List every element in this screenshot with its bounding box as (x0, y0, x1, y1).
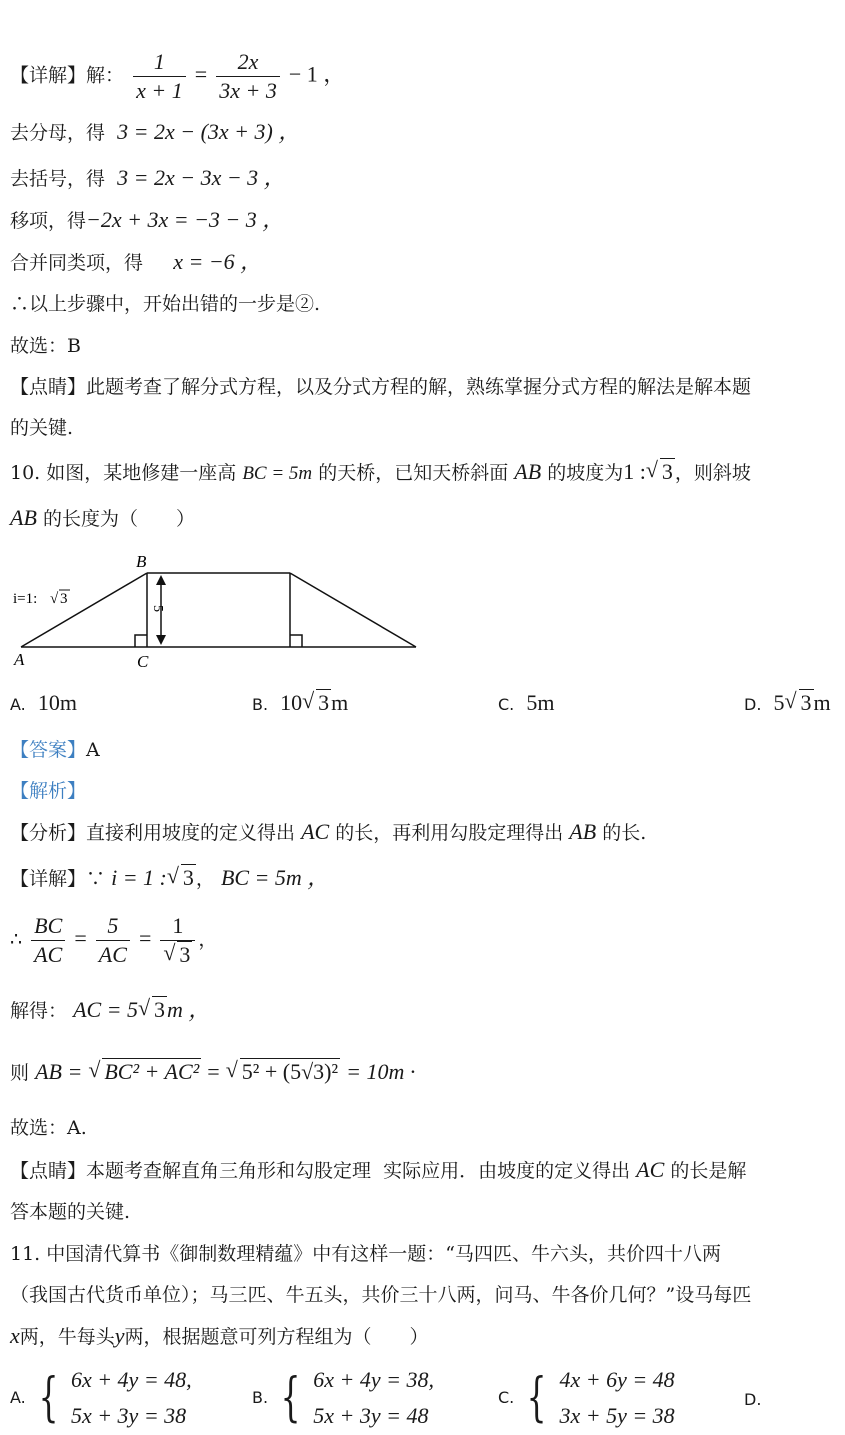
option-text: m (331, 690, 349, 715)
fenxi-text: 【分析】直接利用坡度的定义得出 (10, 822, 296, 844)
sqrt-bc2-ac2 (88, 1060, 201, 1084)
equals-sign: = (138, 925, 152, 951)
solve-label: 解得： (10, 1000, 68, 1022)
stem-text: 两，根据题意可列方程组为（ ） (124, 1326, 429, 1348)
q9-comment-line-1: 【点睛】此题考查了解分式方程，以及分式方程的解，熟练掌握分式方程的解法是解本题 (10, 376, 752, 398)
q10-fenxi (10, 820, 646, 845)
equation-2: 5x + 3y = 48 (313, 1403, 429, 1428)
slope-right (290, 573, 416, 647)
option-letter: A. (10, 1388, 26, 1407)
frac-num: 2x (237, 49, 259, 74)
fraction-1-over-x-plus-1 (133, 48, 186, 105)
step-equation: 3 = 2x − (3x + 3) ， (117, 119, 301, 144)
fenxi-ac: AC (301, 819, 330, 844)
q11-stem-line-1: 11. 中国清代算书《御制数理精蕴》中有这样一题：“马四匹、牛六头，共价四十八两 (10, 1243, 721, 1265)
q10-option-b[interactable] (252, 690, 348, 718)
separator: ， (195, 868, 215, 890)
stem-text: 10. 如图，某地修建一座高 (10, 462, 237, 484)
equation-1: 6x + 4y = 48, (70, 1367, 192, 1392)
equals-sign: = (207, 1059, 220, 1084)
q11-stem-line-2: （我国古代货币单位）；马三匹、牛五头，共价三十八两，问马、牛各价几何？”设马每匹 (10, 1284, 752, 1306)
option-text: 10m (37, 690, 77, 715)
q11-option-a[interactable] (10, 1362, 192, 1434)
q9-step-1 (10, 120, 300, 145)
detail-tag: 【详解】 (10, 868, 87, 890)
q10-stem-line-2 (10, 506, 195, 531)
fenxi-ab: AB (569, 819, 597, 844)
arrow-head-up (156, 575, 166, 585)
var-y: y (114, 1323, 125, 1348)
detail-bc: BC = 5m ， (220, 865, 330, 890)
radicand: 3 (318, 690, 330, 715)
stem-text: 的坡度为 (547, 462, 624, 484)
detail-lead: 解： (86, 64, 125, 87)
equation-1: 6x + 4y = 38, (313, 1367, 434, 1392)
option-letter: B. (252, 1388, 269, 1407)
stem-text: ，则斜坡 (674, 462, 751, 484)
equals-sign: = (74, 925, 87, 951)
q10-answer (10, 738, 100, 762)
therefore-symbol: ∴ (10, 928, 23, 951)
then-label: 则 (10, 1062, 30, 1084)
comment-text: 【点睛】本题考查解直角三角形和勾股定理 (10, 1160, 372, 1182)
q10-stem-line-1 (10, 460, 751, 486)
label-b: B (136, 552, 147, 571)
fenxi-text: 的长. (602, 822, 647, 844)
right-angle-c (135, 635, 147, 647)
answer-value: A (86, 739, 100, 761)
radicand: 3 (154, 997, 166, 1022)
equation-2: 5x + 3y = 38 (70, 1403, 187, 1428)
comment-text: 的长是解 (670, 1160, 747, 1182)
height-label: 5 (150, 605, 165, 612)
slope-label: i=1: (13, 591, 38, 607)
radicand: 3 (661, 459, 673, 484)
radicand: BC² + AC² (104, 1059, 200, 1084)
q9-detail-line (10, 48, 345, 105)
fraction-bc-over-ac (31, 912, 65, 969)
arrow-head-down (156, 635, 166, 645)
ab-expr: AB = (35, 1059, 83, 1084)
q9-step-2 (10, 166, 286, 191)
q10-ratio-line (10, 912, 217, 969)
var-x: x (10, 1323, 20, 1348)
sqrt-expression (226, 1060, 340, 1084)
fenxi-text: 的长，再利用勾股定理得出 (335, 822, 564, 844)
sqrt-3 (646, 460, 675, 484)
frac-num: BC (34, 913, 63, 938)
option-letter: D. (744, 1390, 762, 1409)
option-letter: D. (744, 695, 762, 714)
q11-option-b[interactable] (252, 1362, 434, 1434)
answer-tag: 【答案】 (10, 739, 87, 761)
equation-2: 3x + 5y = 38 (559, 1403, 675, 1428)
step-label: 移项，得 (10, 210, 87, 232)
q9-step-3 (10, 208, 284, 233)
fraction-5-over-ac (96, 912, 130, 969)
stem-ab: AB (514, 459, 542, 484)
step-label: 去括号，得 (10, 168, 106, 190)
frac-den: x + 1 (133, 76, 186, 105)
comment-ac: AC (636, 1157, 665, 1182)
option-letter: A. (10, 695, 26, 714)
q10-solve-line (10, 998, 210, 1023)
radicand: 3 (800, 690, 812, 715)
frac-den: AC (96, 940, 130, 969)
left-brace-icon: { (38, 1368, 59, 1428)
frac-num: 1 (172, 913, 184, 938)
stem-ratio: 1 : (623, 459, 646, 484)
equation-system (71, 1362, 192, 1434)
frac-den: AC (31, 940, 65, 969)
fraction-2x-over-3x-plus-3 (216, 48, 280, 105)
separator: ， (198, 928, 218, 951)
frac-den: 3x + 3 (216, 76, 280, 105)
detail-tag: 【详解】 (10, 64, 87, 87)
stem-text: 的天桥，已知天桥斜面 (318, 462, 509, 484)
sqrt-3 (302, 690, 331, 716)
option-letter: C. (498, 695, 515, 714)
solve-eq: AC = 5 (73, 997, 139, 1022)
label-c: C (137, 652, 149, 671)
q10-option-d[interactable] (744, 690, 831, 718)
q10-comment-line-2: 答本题的关键. (10, 1201, 131, 1223)
q9-step-4 (10, 250, 262, 275)
option-text: 10 (280, 690, 303, 715)
sqrt-3 (167, 866, 196, 890)
stem-bc: BC = 5m (242, 463, 313, 484)
comment-text: 实际应用．由坡度的定义得出 (383, 1160, 631, 1182)
frac-den (160, 940, 195, 969)
q10-option-a[interactable] (10, 690, 77, 718)
bridge-figure (8, 545, 428, 675)
stem-text: 的长度为（ ） (42, 508, 195, 530)
slope-sqrt-sign: √ (50, 591, 59, 607)
left-brace-icon: { (280, 1368, 301, 1428)
frac-num: 1 (153, 49, 165, 74)
step-label: 合并同类项，得 (10, 252, 144, 274)
sqrt-3 (785, 690, 814, 716)
option-letter: B. (252, 695, 269, 714)
because-symbol: ∵ (86, 868, 106, 890)
q10-comment-line-1 (10, 1158, 746, 1183)
ab-result: = 10m · (346, 1059, 416, 1084)
option-text: m (813, 690, 831, 715)
radicand: 3 (179, 942, 191, 967)
q10-option-c[interactable] (498, 690, 554, 718)
q9-conclusion: ∴以上步骤中，开始出错的一步是②. (10, 293, 321, 315)
equation-1: 4x + 6y = 48 (559, 1367, 675, 1392)
stem-ab: AB (10, 505, 37, 530)
option-text: 5m (526, 690, 555, 715)
equation-system (313, 1362, 434, 1434)
fraction-1-over-sqrt3 (160, 912, 195, 969)
left-brace-icon: { (526, 1368, 547, 1428)
step-equation: −2x + 3x = −3 − 3 ， (86, 207, 285, 232)
slope-radicand: 3 (60, 591, 68, 607)
q11-stem-line-3 (10, 1324, 429, 1349)
detail-i: i = 1 : (111, 865, 167, 890)
equation-system (559, 1362, 674, 1434)
radicand: 3 (182, 865, 194, 890)
step-label: 去分母，得 (10, 122, 106, 144)
right-angle-right (290, 635, 302, 647)
frac-num: 5 (107, 913, 119, 938)
step-equation: x = −6 ， (173, 249, 263, 274)
sqrt-3 (163, 941, 192, 969)
q10-choice: 故选：A. (10, 1117, 87, 1139)
radicand: 5² + (5√3)² (241, 1059, 339, 1084)
solve-eq: m ， (167, 997, 211, 1022)
q10-detail (10, 866, 329, 891)
step-equation: 3 = 2x − 3x − 3 ， (117, 165, 286, 190)
q11-option-c[interactable] (498, 1362, 675, 1434)
option-letter: C. (498, 1388, 515, 1407)
q11-option-d[interactable] (744, 1386, 761, 1413)
q10-analysis-tag: 【解析】 (10, 780, 87, 802)
eq-tail: − 1 ， (288, 61, 346, 87)
sqrt-3 (138, 998, 167, 1022)
option-text: 5 (773, 690, 785, 715)
q9-comment-line-2: 的关键. (10, 417, 74, 439)
q10-ab-line (10, 1060, 415, 1085)
label-a: A (14, 650, 25, 669)
slope-ab (21, 573, 147, 647)
stem-text: 两，牛每头 (19, 1326, 115, 1348)
equals-sign: = (194, 61, 208, 87)
q9-choice: 故选：B (10, 335, 81, 357)
